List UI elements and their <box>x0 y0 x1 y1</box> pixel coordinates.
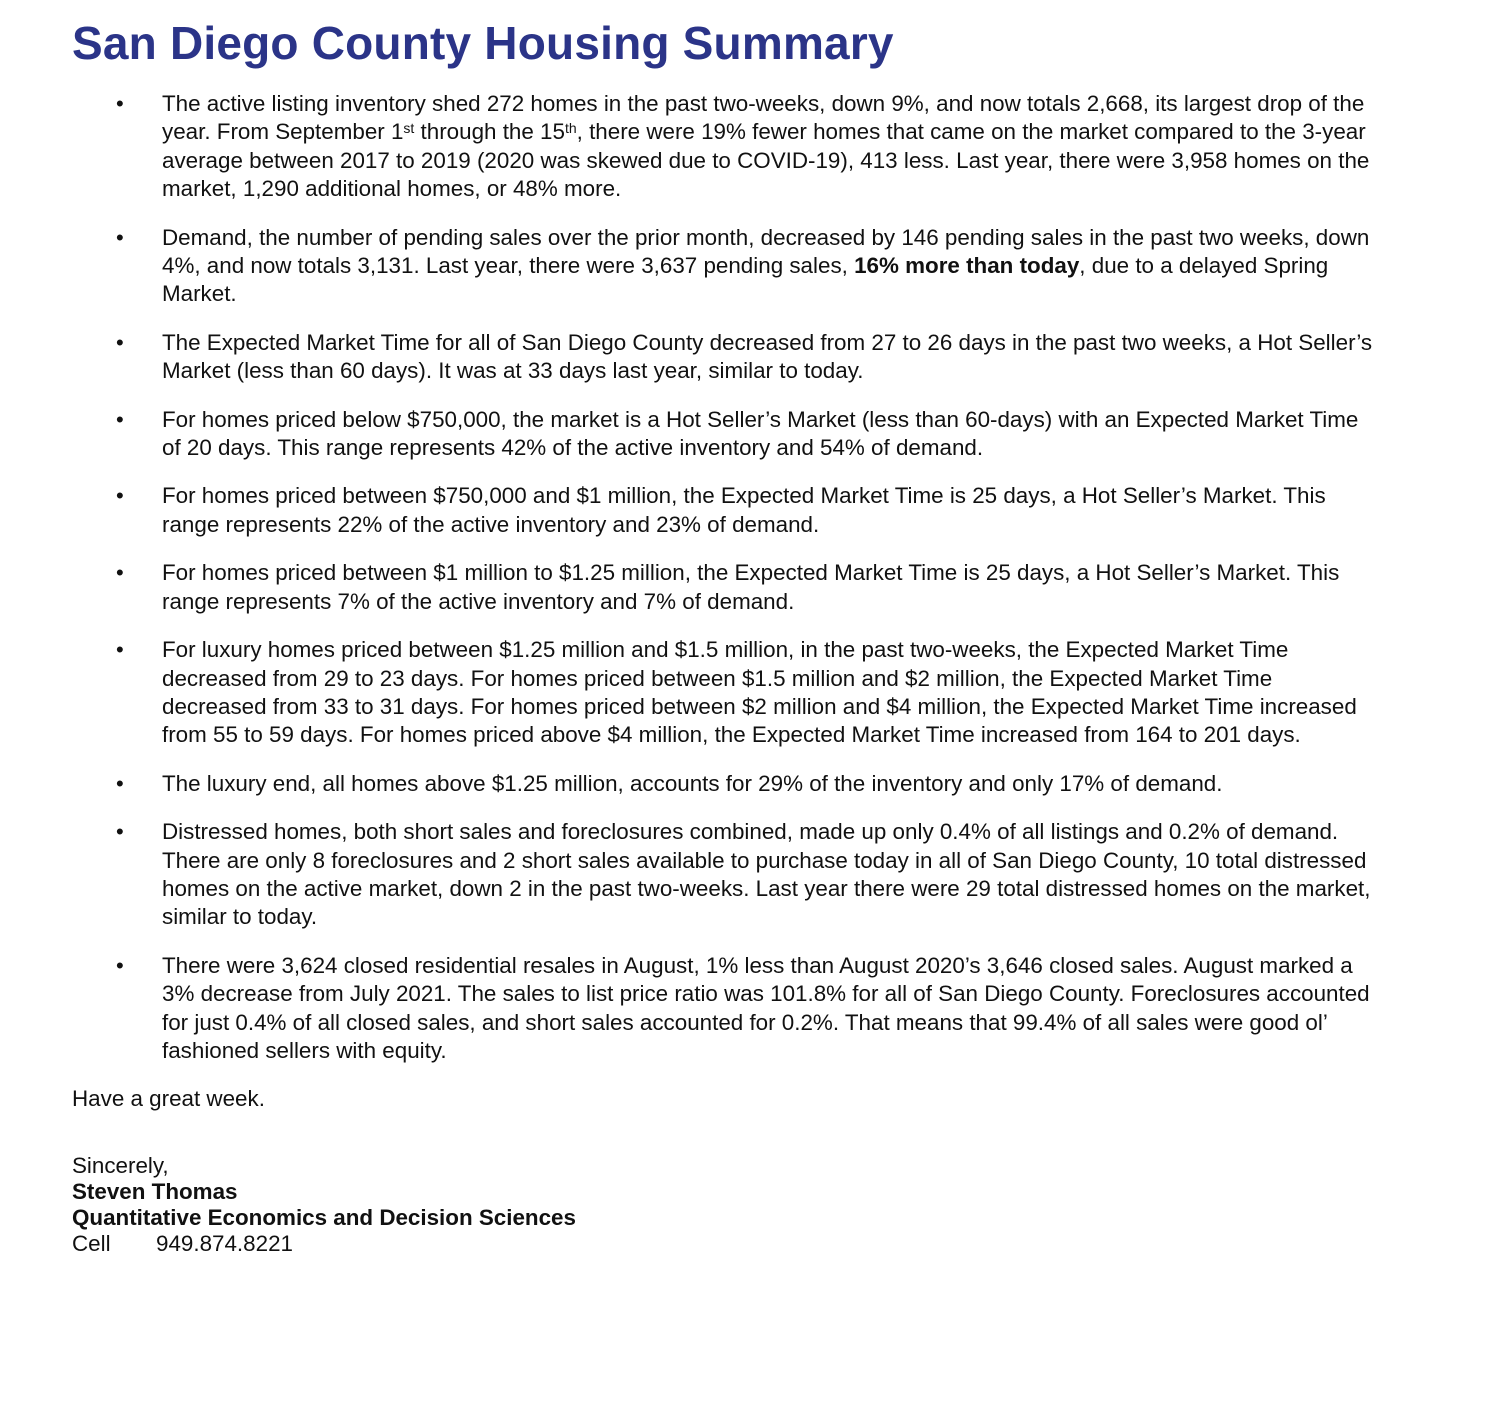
bullet-expected-market-time <box>72 329 1382 386</box>
bullet-icon: • <box>116 406 124 432</box>
bullet-icon: • <box>116 329 124 355</box>
bullet-750k-to-1m <box>72 482 1382 539</box>
summary-bullet-list <box>72 90 1462 1065</box>
bullet-icon: • <box>116 91 124 116</box>
bullet-luxury-ranges <box>72 636 1382 750</box>
bullet-icon: • <box>116 560 124 586</box>
bullet-below-750k <box>72 406 1382 463</box>
document-page <box>72 0 1462 1257</box>
bullet-text: The luxury end, all homes above $1.25 million, accounts for 29% of the inventory and only 17% of demand. <box>162 770 1223 796</box>
bullet-icon: • <box>116 483 124 509</box>
bold-highlight: 16% more than today <box>854 253 1080 279</box>
page-title: San Diego County Housing Summary <box>72 17 894 69</box>
bullet-text: The active listing inventory shed 272 homes in the past two-weeks, down 9%, and now totals 2,668, its largest drop of the year. From September 1st through the 15th, there were 19% fewer homes that came on the market compared to the 3-year average between 2017 to 2019 (2020 was skewed due to COVID-19), 413 less. Last year, there were 3,958 homes on the market, 1,290 additional homes, or 48% more. <box>162 91 1370 202</box>
salutation: Sincerely, <box>72 1153 169 1179</box>
bullet-text: For luxury homes priced between $1.25 million and $1.5 million, in the past two-weeks, the Expected Market Time decreased from 29 to 23 days. For homes priced between $1.5 million and $2 million, the Expected Market Time decreased from 33 to 31 days. For homes priced between $2 million and $4 million, the Expected Market Time increased from 55 to 59 days. For homes priced above $4 million, the Expected Market Time increased from 164 to 201 days. <box>162 637 1357 748</box>
bullet-text: For homes priced below $750,000, the market is a Hot Seller’s Market (less than 60-days) with an Expected Market Time of 20 days. This range represents 42% of the active inventory and 54% of demand. <box>162 406 1359 461</box>
bullet-icon: • <box>116 224 124 250</box>
bullet-text: The Expected Market Time for all of San Diego County decreased from 27 to 26 days in the past two weeks, a Hot Seller’s Market (less than 60 days). It was at 33 days last year, similar to today. <box>162 329 1373 384</box>
bullet-text: There were 3,624 closed residential resales in August, 1% less than August 2020’s 3,646 closed sales. August marked a 3% decrease from July 2021. The sales to list price ratio was 101.8% for all of San Diego County. Foreclosures accounted for just 0.4% of all closed sales, and short sales accounted for 0.2%. That means that 99.4% of all sales were good ol’ fashioned sellers with equity. <box>162 952 1370 1063</box>
closing-line: Have a great week. <box>72 1086 265 1112</box>
phone-number: 949.874.8221 <box>156 1231 293 1257</box>
author-organization: Quantitative Economics and Decision Sciences <box>72 1205 576 1231</box>
bullet-closed-sales <box>72 952 1382 1066</box>
phone-line <box>72 1231 1462 1257</box>
bullet-demand <box>72 224 1382 309</box>
bullet-icon: • <box>116 770 124 796</box>
bullet-text: Distressed homes, both short sales and foreclosures combined, made up only 0.4% of all listings and 0.2% of demand. There are only 8 foreclosures and 2 short sales available to purchase today in all of San Diego County, 10 total distressed homes on the active market, down 2 in the past two-weeks. Last year there were 29 total distressed homes on the market, similar to today. <box>162 819 1371 930</box>
bullet-inventory <box>72 90 1382 204</box>
bullet-text: Demand, the number of pending sales over the prior month, decreased by 146 pending sales in the past two weeks, down 4%, and now totals 3,131. Last year, there were 3,637 pending sales, 16% more than today, due to a delayed Spring Market. <box>162 224 1370 307</box>
bullet-text: For homes priced between $750,000 and $1 million, the Expected Market Time is 25 days, a Hot Seller’s Market. This range represents 22% of the active inventory and 23% of demand. <box>162 483 1326 537</box>
bullet-icon: • <box>116 952 124 978</box>
bullet-luxury-end <box>72 770 1382 798</box>
bullet-icon: • <box>116 819 124 845</box>
author-name: Steven Thomas <box>72 1179 238 1205</box>
bullet-icon: • <box>116 637 124 663</box>
bullet-1m-to-1-25m <box>72 559 1382 616</box>
signature-block <box>72 1153 1462 1257</box>
bullet-text: For homes priced between $1 million to $1.25 million, the Expected Market Time is 25 days, a Hot Seller’s Market. This range represents 7% of the active inventory and 7% of demand. <box>162 560 1340 614</box>
bullet-distressed <box>72 818 1382 932</box>
phone-label: Cell <box>72 1231 111 1257</box>
